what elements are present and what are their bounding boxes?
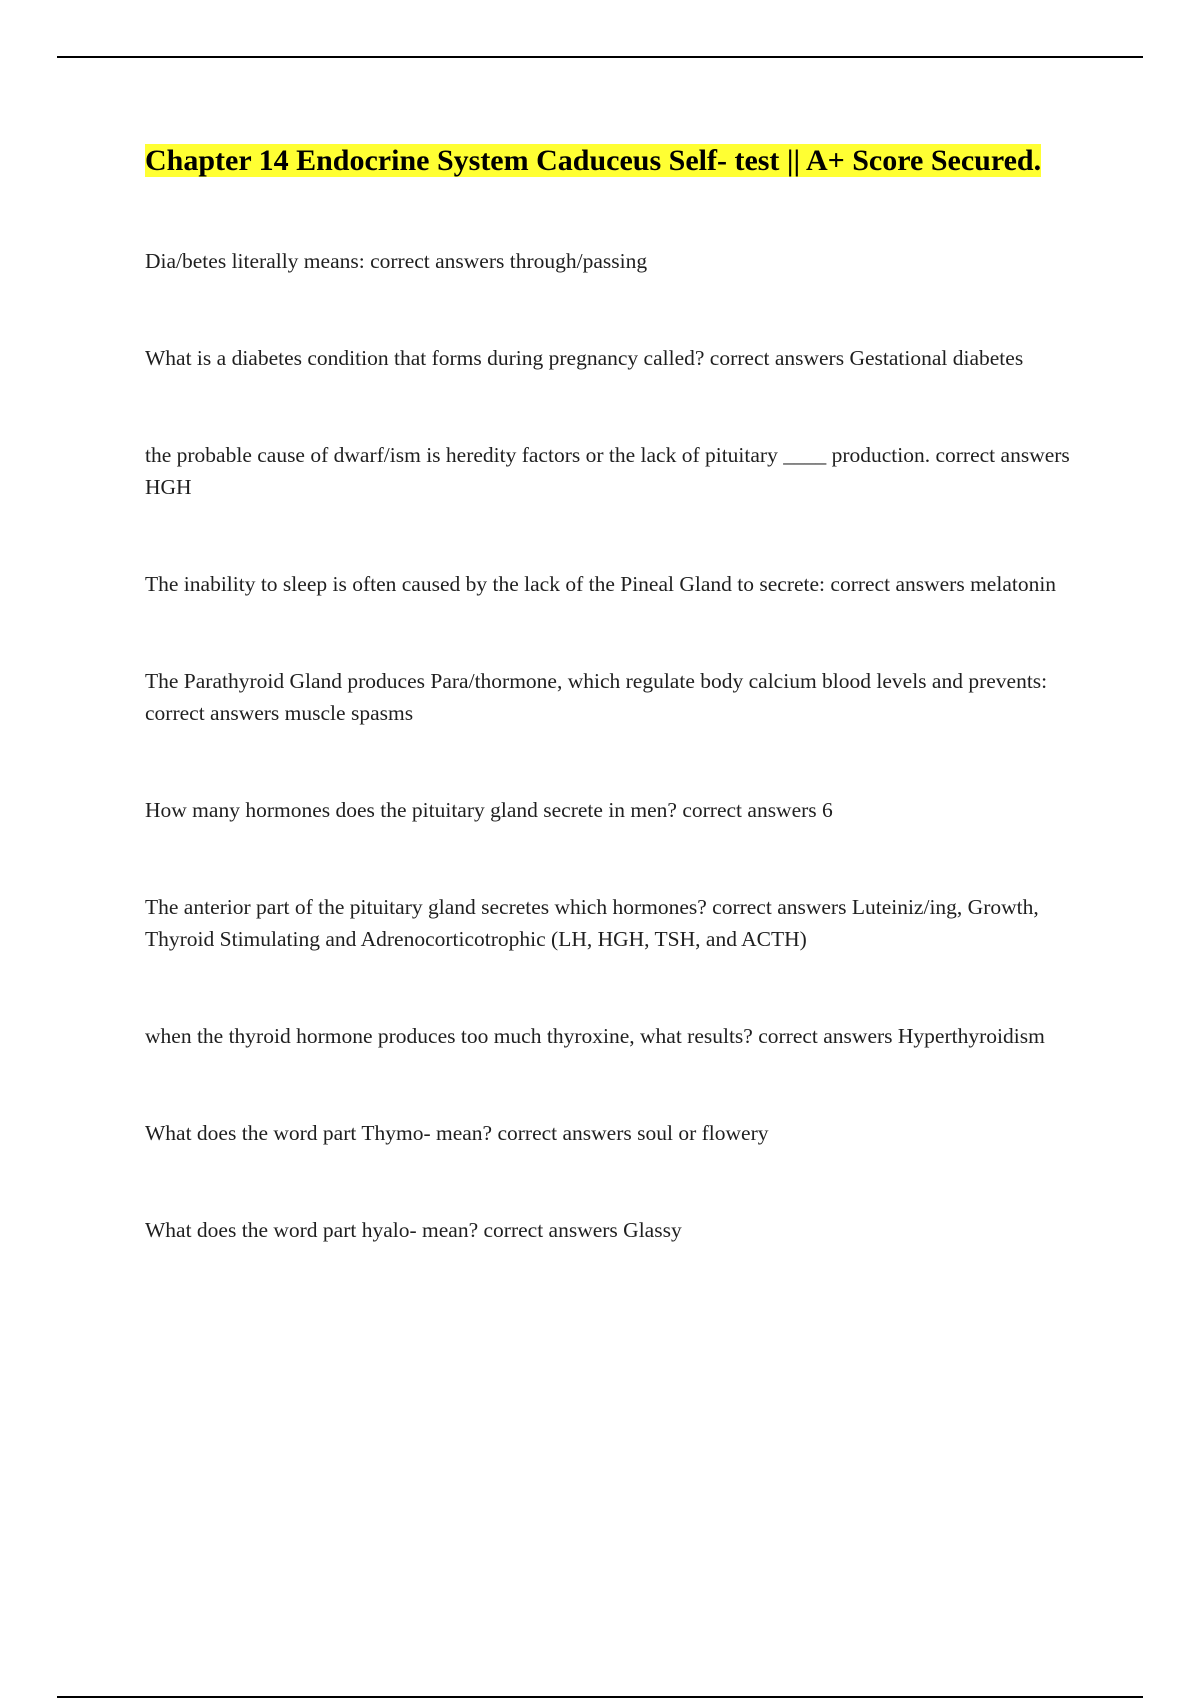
bottom-rule: [57, 1696, 1143, 1698]
page-title: [145, 140, 1080, 182]
list-item: The inability to sleep is often caused by the lack of the Pineal Gland to secrete: correct answers melatonin: [145, 572, 1057, 596]
list-item: What does the word part hyalo- mean? correct answers Glassy: [145, 1218, 682, 1242]
list-item: The Parathyroid Gland produces Para/thormone, which regulate body calcium blood levels and prevents: correct answers muscle spasms: [145, 669, 1048, 725]
list-item: How many hormones does the pituitary gland secrete in men? correct answers 6: [145, 798, 833, 822]
list-item: What does the word part Thymo- mean? correct answers soul or flowery: [145, 1121, 769, 1145]
title-highlight: Chapter 14 Endocrine System Caduceus Self- test || A+ Score Secured.: [145, 144, 1042, 177]
question-list: [145, 245, 1080, 1246]
list-item: The anterior part of the pituitary gland secretes which hormones? correct answers Luteiniz/ing, Growth, Thyroid Stimulating and Adrenocorticotrophic (LH, HGH, TSH, and ACTH): [145, 895, 1039, 951]
document-body: [145, 140, 1080, 1246]
list-item: when the thyroid hormone produces too much thyroxine, what results? correct answers Hyperthyroidism: [145, 1024, 1045, 1048]
list-item: the probable cause of dwarf/ism is heredity factors or the lack of pituitary ____ production. correct answers HGH: [145, 443, 1070, 499]
list-item: Dia/betes literally means: correct answers through/passing: [145, 249, 648, 273]
list-item: What is a diabetes condition that forms during pregnancy called? correct answers Gestational diabetes: [145, 346, 1024, 370]
top-rule: [57, 56, 1143, 58]
